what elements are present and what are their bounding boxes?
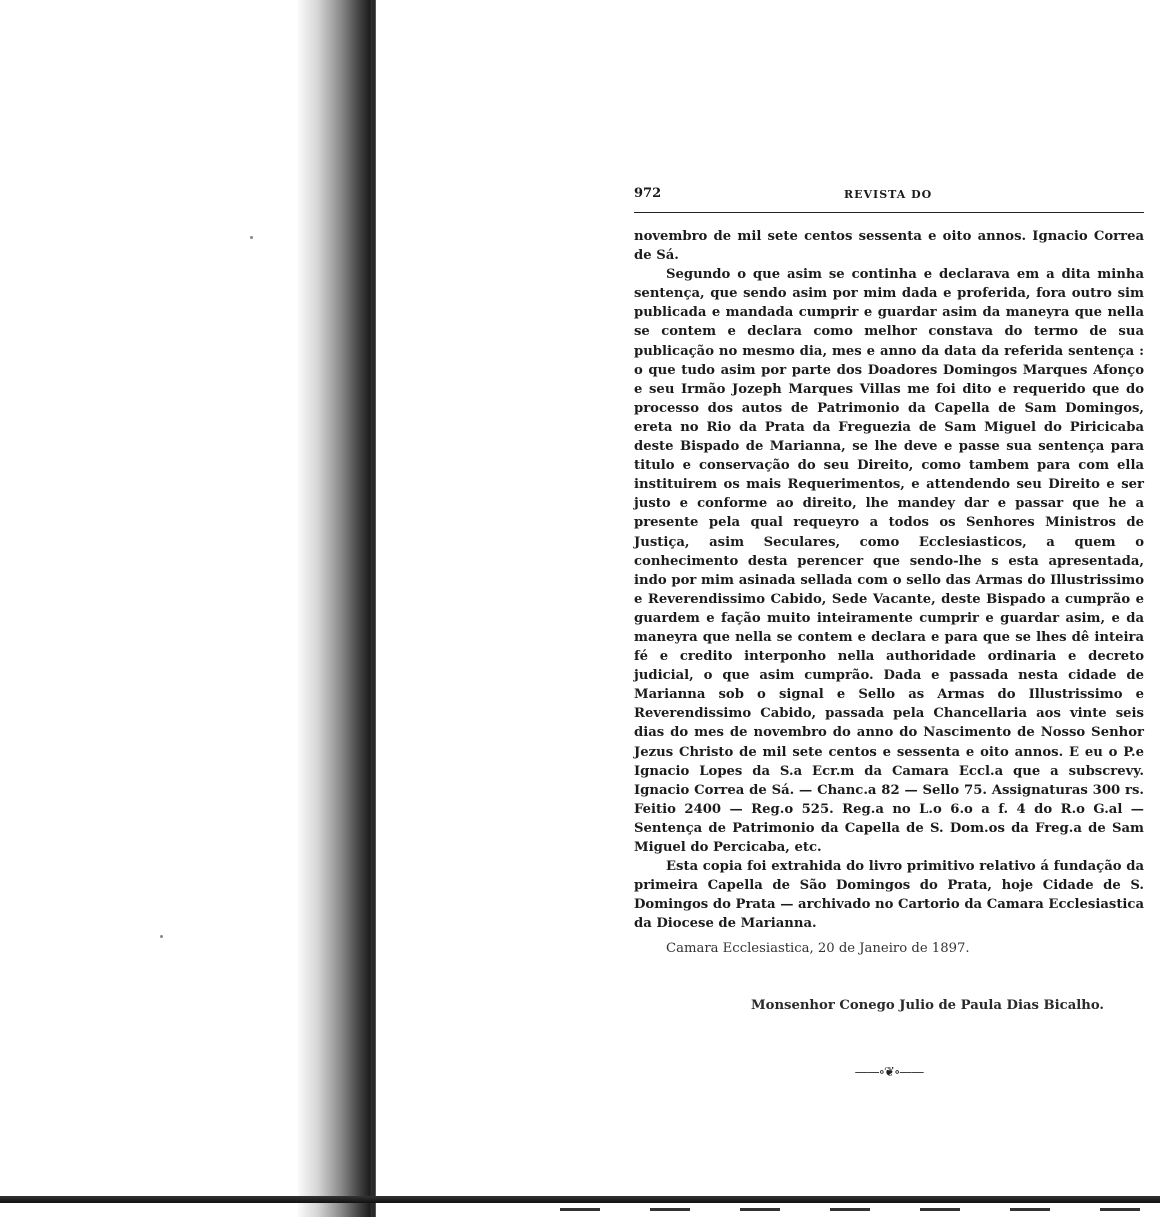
- paragraph-source-note: Esta copia foi extrahida do livro primitivo relativo á fundação da primeira Capella de São Domingos do Prata, hoje Cidade de S. Domingos do Prata — archivado no Cartorio da Camara Ecclesiastica da Diocese de Marianna.: [634, 859, 1144, 932]
- ornament-divider: ——∘❦∘——: [854, 1065, 924, 1081]
- paper-speck: [160, 935, 163, 938]
- dateline: Camara Ecclesiastica, 20 de Janeiro de 1897.: [666, 941, 970, 957]
- paragraph-sentence: Segundo o que asim se continha e declarava em a dita minha sentença, que sendo asim por mim dada e proferida, fora outro sim publicada e mandada cumprir e guardar asim da maneyra que nella se contem e declara como melhor constava do termo de sua publicação no mesmo dia, mes e anno da data da referida sentença : o que tudo asim por parte dos Doadores Domingos Marques Afonço e seu Irmão Jozeph Marques Villas me foi dito e requerido que do processo dos autos de Patrimonio da Capella de Sam Domingos, ereta no Rio da Prata da Freguezia de Sam Miguel do Piricicaba deste Bispado de Marianna, se lhe deve e passe sua sentença para titulo e conservação do seu Direito, como tambem para com ella instituirem os mais Requerimentos, e attendendo seu Direito e ser justo e conforme ao direito, lhe mandey dar e passar que he a presente pela qual requeyro a todos os Senhores Ministros de Justiça, asim Seculares, como Ecclesiasticos, a quem o conhecimento desta perencer que sendo-lhe s esta apresentada, indo por mim asinada sellada com o sello das Armas do Illustrissimo e Reverendissimo Cabido, Sede Vacante, deste Bispado a cumprão e guardem e fação muito inteiramente cumprir e guardar asim, e da maneyra que nella se contem e declara e para que se lhes dê inteira fé e credito interponho nella authoridade ordinaria e decreto judicial, o que asim cumprão. Dada e passada nesta cidade de Marianna sob o signal e Sello as Armas do Illustrissimo e Reverendissimo Cabido, passada pela Chancellaria aos vinte seis dias do mes de novembro do anno do Nascimento de Nosso Senhor Jezus Christo de mil sete centos e sessenta e oito annos. E eu o P.e Ignacio Lopes da S.a Ecr.m da Camara Eccl.a que a subscrevy. Ignacio Correa de Sá. — Chanc.a 82 — Sello 75. Assignaturas 300 rs. Feitio 2400 — Reg.o 525. Reg.a no L.o 6.o a f. 4 do R.o G.al — Sentença de Patrimonio da Capella de S. Dom.os da Freg.a de Sam Miguel do Percicaba, etc.: [634, 267, 1144, 855]
- page-number: 972: [634, 186, 662, 201]
- signature: Monsenhor Conego Julio de Paula Dias Bicalho.: [751, 998, 1104, 1014]
- bottom-edge-rule: [0, 1196, 1160, 1203]
- header-rule: [634, 212, 1144, 213]
- book-spine-shadow: [298, 0, 376, 1217]
- running-head: [634, 180, 1144, 204]
- bottom-edge-marks: [560, 1208, 1140, 1211]
- right-page: [634, 180, 1144, 1080]
- journal-title: REVISTA DO: [844, 188, 933, 201]
- paper-speck: [250, 236, 253, 239]
- paragraph-continuation: novembro de mil sete centos sessenta e oito annos. Ignacio Correa de Sá.: [634, 229, 1144, 264]
- left-blank-page: [0, 0, 300, 1217]
- book-spine-edge: [372, 0, 375, 1217]
- body-text: [634, 227, 1144, 933]
